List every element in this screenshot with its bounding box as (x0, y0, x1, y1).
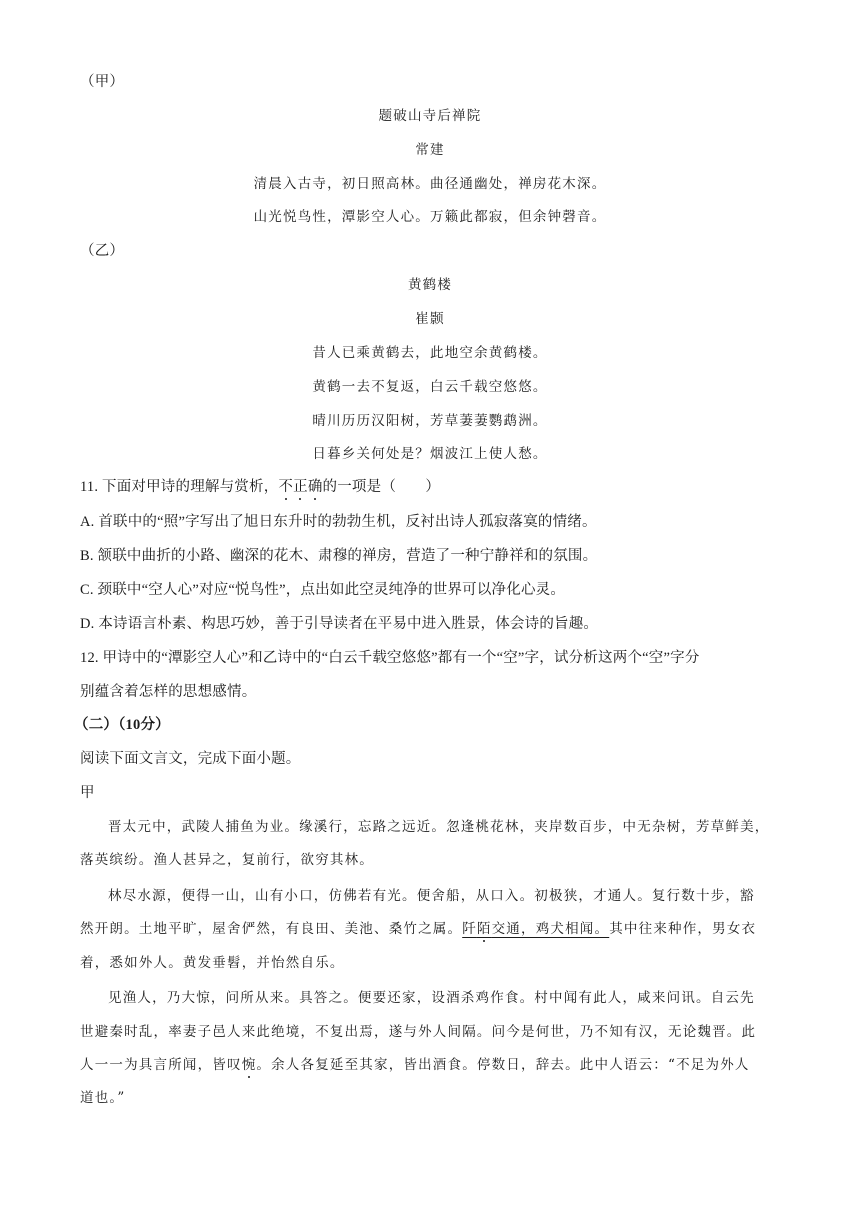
question-11-option-c: C. 颈联中“空人心”对应“悦鸟性”，点出如此空灵纯净的世界可以净化心灵。 (80, 582, 566, 598)
stem-prefix: 11. 下面对甲诗的理解与赏析， (80, 479, 279, 495)
passage-line: 落英缤纷。渔人甚异之，复前行，欲穷其林。 (80, 852, 374, 868)
emphasis-char: 惋 (241, 1057, 257, 1073)
text-run: 阡 (462, 921, 477, 937)
poem-b-line: 晴川历历汉阳树，芳草萋萋鹦鹉洲。 (312, 413, 548, 429)
poem-b-title: 黄鹤楼 (407, 277, 453, 293)
passage-line: 见渔人，乃大惊，问所从来。具答之。便要还家，设酒杀鸡作食。村中闻有此人，咸来问讯。自云先 (108, 990, 755, 1006)
question-11-option-a: A. 首联中的“照”字写出了旭日东升时的勃勃生机，反衬出诗人孤寂落寞的情绪。 (80, 514, 597, 530)
poem-a-line: 清晨入古寺，初日照高林。曲径通幽处，禅房花木深。 (253, 176, 607, 192)
poem-b-line: 黄鹤一去不复返，白云千载空悠悠。 (312, 379, 548, 395)
section-instruction: 阅读下面文言文，完成下面小题。 (80, 751, 301, 767)
emphasis-char: 正 (293, 479, 308, 495)
poem-b-author: 崔颢 (415, 311, 445, 327)
text-run: 。余人各复延至其家，皆出酒食。停数日，辞去。此中人语云：“不足为外人 (256, 1057, 750, 1073)
passage-line: 着，悉如外人。黄发垂髫，并怡然自乐。 (80, 955, 345, 971)
question-11-stem (80, 477, 440, 497)
question-11-option-b: B. 颔联中曲折的小路、幽深的花木、肃穆的禅房，营造了一种宁静祥和的氛围。 (80, 548, 598, 564)
emphasis-char: 确 (307, 479, 323, 495)
text-run: 其中往来种作，男女衣 (609, 921, 757, 937)
text-run: 人一一为具言所闻，皆叹 (80, 1057, 242, 1073)
passage-line (80, 1055, 750, 1075)
passage-line: 林尽水源，便得一山，山有小口，仿佛若有光。便舍船，从口入。初极狭，才通人。复行数十步，豁 (108, 888, 755, 904)
text-run: 交通，鸡犬相闻。 (491, 921, 610, 937)
text-run: 然开朗。土地平旷，屋舍俨然，有良田、美池、桑竹之属。 (80, 921, 463, 937)
passage-line: 晋太元中，武陵人捕鱼为业。缘溪行，忘路之远近。忽逢桃花林，夹岸数百步，中无杂树，芳草鲜美， (108, 819, 770, 835)
section-heading: （二）（10分） (74, 717, 170, 733)
poem-b-line: 昔人已乘黄鹤去，此地空余黄鹤楼。 (312, 345, 548, 361)
passage-line (80, 919, 756, 939)
passage-line: 世避秦时乱，率妻子邑人来此绝境，不复出焉，遂与外人间隔。问今是何世，乃不知有汉，无论魏晋。此 (80, 1024, 757, 1040)
poem-b-marker: （乙） (80, 243, 125, 259)
passage-line: 道也。” (80, 1090, 126, 1106)
poem-a-author: 常建 (415, 142, 445, 158)
question-12-line: 别蕴含着怎样的思想感情。 (80, 684, 257, 700)
underlined-phrase (462, 921, 609, 937)
poem-a-title: 题破山寺后禅院 (378, 108, 482, 124)
passage-marker: 甲 (80, 785, 95, 801)
question-11-option-d: D. 本诗语言朴素、构思巧妙，善于引导读者在平易中进入胜景，体会诗的旨趣。 (80, 616, 599, 632)
question-12-line: 12. 甲诗中的“潭影空人心”和乙诗中的“白云千载空悠悠”都有一个“空”字，试分析这两个“空”字分 (80, 650, 700, 666)
emphasis-char: 不 (278, 479, 294, 495)
poem-a-marker: （甲） (80, 74, 125, 90)
stem-suffix: 的一项是（ ） (322, 479, 441, 495)
poem-b-line: 日暮乡关何处是？烟波江上使人愁。 (312, 446, 548, 462)
poem-a-line: 山光悦鸟性，潭影空人心。万籁此都寂，但余钟磬音。 (253, 209, 607, 225)
emphasis-char: 陌 (476, 921, 492, 937)
